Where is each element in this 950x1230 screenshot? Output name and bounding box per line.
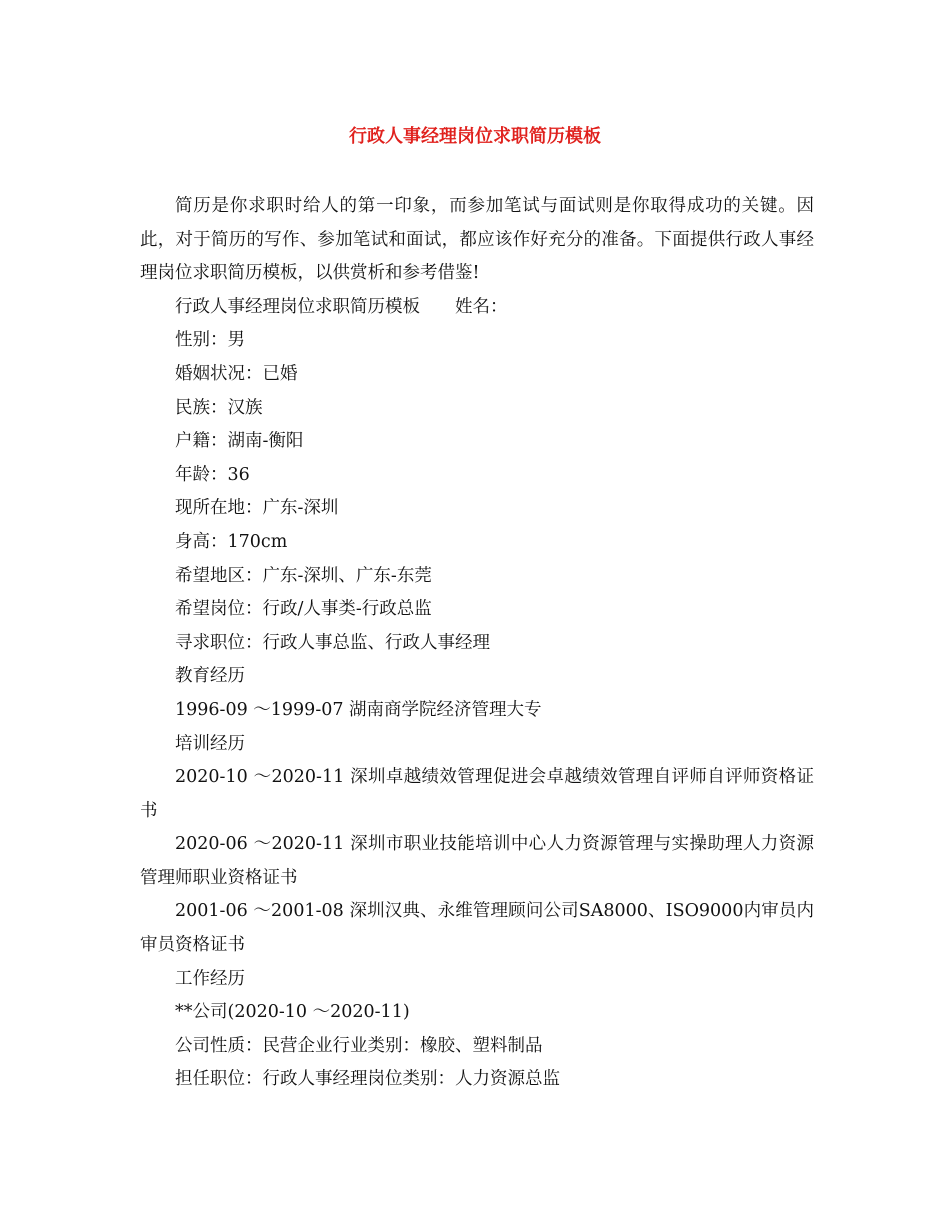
- body-paragraph: 2001-06 ～2001-08 深圳汉典、永维管理顾问公司SA8000、ISO9000内审员内审员资格证书: [140, 901, 814, 956]
- body-paragraph: 户籍：湖南-衡阳: [175, 431, 304, 452]
- body-paragraph: 行政人事经理岗位求职简历模板 姓名：: [175, 296, 508, 317]
- body-paragraph: 公司性质：民营企业行业类别：橡胶、塑料制品: [175, 1035, 543, 1056]
- body-paragraph: 身高：170cm: [175, 531, 288, 552]
- document-title: 行政人事经理岗位求职简历模板: [349, 126, 601, 147]
- body-paragraph: 担任职位：行政人事经理岗位类别：人力资源总监: [175, 1069, 560, 1090]
- body-paragraph: 年龄：36: [175, 464, 250, 485]
- body-paragraph: 1996-09 ～1999-07 湖南商学院经济管理大专: [175, 699, 542, 720]
- body-paragraph: **公司(2020-10 ～2020-11): [175, 1002, 410, 1023]
- body-paragraph: 寻求职位：行政人事总监、行政人事经理: [175, 632, 490, 653]
- document-body: [140, 190, 814, 1097]
- body-paragraph: 2020-06 ～2020-11 深圳市职业技能培训中心人力资源管理与实操助理人力资源管理师职业资格证书: [140, 834, 814, 888]
- body-paragraph: 2020-10 ～2020-11 深圳卓越绩效管理促进会卓越绩效管理自评师自评师资格证书: [140, 767, 814, 821]
- body-paragraph: 希望地区：广东-深圳、广东-东莞: [175, 565, 432, 586]
- body-paragraph: 民族：汉族: [175, 397, 263, 418]
- body-paragraph: 现所在地：广东-深圳: [175, 498, 339, 519]
- body-paragraph: 希望岗位：行政/人事类-行政总监: [175, 599, 432, 620]
- body-paragraph: 培训经历: [175, 733, 245, 754]
- body-paragraph: 工作经历: [175, 968, 245, 989]
- body-paragraph: 简历是你求职时给人的第一印象，而参加笔试与面试则是你取得成功的关键。因此，对于简历的写作、参加笔试和面试，都应该作好充分的准备。下面提供行政人事经理岗位求职简历模板，以供赏析和参考借鉴!: [140, 196, 814, 284]
- body-paragraph: 性别：男: [175, 330, 245, 351]
- body-paragraph: 婚姻状况：已婚: [175, 363, 298, 384]
- body-paragraph: 教育经历: [175, 666, 245, 687]
